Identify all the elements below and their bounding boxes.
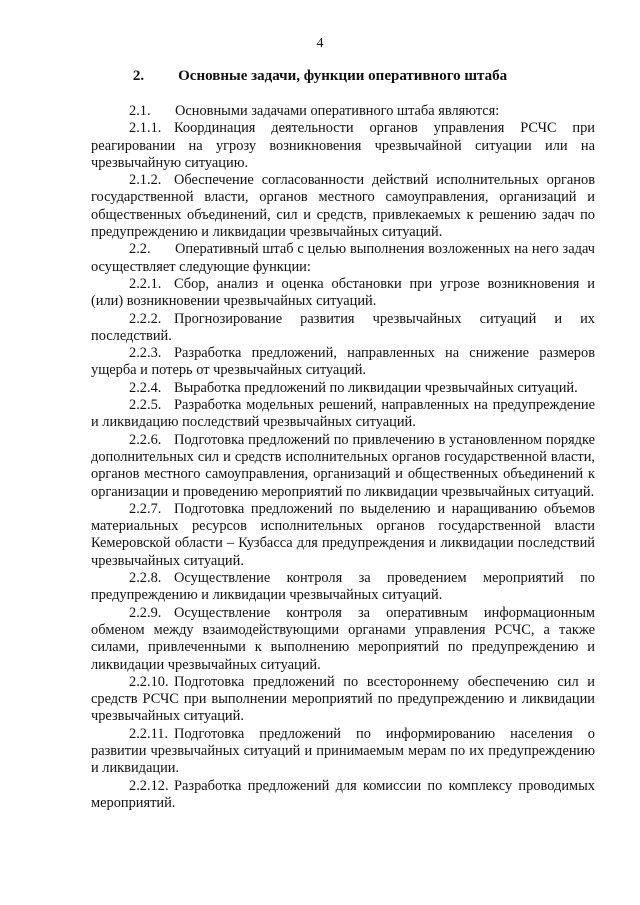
paragraph — [91, 241, 595, 276]
paragraph — [91, 605, 595, 674]
paragraph — [91, 674, 595, 726]
paragraph-number: 2.2.6. — [129, 431, 162, 448]
paragraph-number: 2.2.5. — [129, 397, 162, 414]
paragraph-text: Выработка предложений по ликвидации чрезвычайных ситуаций. — [174, 379, 578, 396]
section-number: 2. — [132, 68, 145, 84]
paragraph-text: Подготовка предложений по привлечению в установленном порядке дополнительных сил и средств исполнительных органов государственной власти, органов местного самоуправления, организаций и общественных объединений к организации и проведению мероприятий по ликвидации чрезвычайных ситуаций. — [91, 431, 595, 500]
paragraph-text: Осуществление контроля за оперативным информационным обменом между взаимодействующими органами управления РСЧС, а также силами, привлеченными к выполнению мероприятий по предупреждению и ликвидации чрезвычайных ситуаций. — [91, 604, 595, 673]
section-title: Основные задачи, функции оперативного штаба — [178, 68, 508, 84]
page-number: 4 — [316, 36, 324, 51]
paragraph — [91, 397, 595, 432]
paragraph — [91, 311, 595, 346]
paragraph-number: 2.2.1. — [129, 275, 162, 292]
paragraph — [91, 432, 595, 501]
paragraph — [91, 103, 595, 120]
paragraph-number: 2.2.2. — [129, 310, 162, 327]
paragraph-text: Осуществление контроля за проведением мероприятий по предупреждению и ликвидации чрезвычайных ситуаций. — [91, 570, 595, 604]
paragraph-text: Подготовка предложений по всестороннему обеспечению сил и средств РСЧС при выполнении мероприятий по предупреждению и ликвидации чрезвычайных ситуаций. — [91, 673, 595, 725]
paragraph-number: 2.2.12. — [129, 777, 169, 794]
paragraph-text: Основными задачами оперативного штаба являются: — [175, 103, 500, 119]
paragraph — [91, 778, 595, 813]
section-heading — [0, 67, 640, 85]
section-body — [91, 103, 595, 812]
paragraph-number: 2.2.3. — [129, 345, 162, 362]
paragraph-number: 2.1. — [129, 103, 151, 119]
paragraph-text: Оперативный штаб с целью выполнения возложенных на него задач осуществляет следующие функции: — [91, 241, 595, 275]
paragraph-number: 2.2.8. — [129, 570, 162, 587]
paragraph-number: 2.2.7. — [129, 500, 162, 517]
paragraph — [91, 726, 595, 778]
paragraph — [91, 172, 595, 241]
paragraph-number: 2.1.1. — [129, 120, 162, 137]
paragraph-number: 2.2. — [129, 241, 151, 258]
paragraph-text: Обеспечение согласованности действий исполнительных органов государственной власти, органов местного самоуправления, организаций и общественных объединений, сил и средств, привлекаемых к решению задач по предупреждению и ликвидации чрезвычайных ситуаций. — [91, 172, 595, 241]
paragraph — [91, 570, 595, 605]
paragraph — [91, 380, 595, 397]
paragraph — [91, 276, 595, 311]
paragraph-text: Разработка предложений для комиссии по комплексу проводимых мероприятий. — [91, 777, 595, 811]
paragraph-number: 2.1.2. — [129, 172, 162, 189]
paragraph — [91, 345, 595, 380]
paragraph-text: Подготовка предложений по выделению и наращиванию объемов материальных ресурсов исполнительных органов государственной власти Кемеровской области – Кузбасса для предупреждения и ликвидации последствий чрезвычайных ситуаций. — [91, 500, 595, 569]
paragraph-number: 2.2.10. — [129, 673, 169, 690]
paragraph-number: 2.2.9. — [129, 604, 162, 621]
paragraph-text: Прогнозирование развития чрезвычайных ситуаций и их последствий. — [91, 310, 595, 344]
paragraph-text: Сбор, анализ и оценка обстановки при угрозе возникновения и (или) возникновении чрезвычайных ситуаций. — [91, 275, 595, 310]
paragraph — [91, 120, 595, 172]
paragraph-number: 2.2.11. — [129, 725, 169, 742]
paragraph-text: Разработка предложений, направленных на снижение размеров ущерба и потерь от чрезвычайных ситуаций. — [91, 345, 595, 379]
paragraph-text: Разработка модельных решений, направленных на предупреждение и ликвидацию последствий чрезвычайных ситуаций. — [91, 397, 595, 431]
paragraph-text: Подготовка предложений по информированию населения о развитии чрезвычайных ситуаций и принимаемым мерам по их предупреждению и ликвидации. — [91, 725, 595, 777]
paragraph — [91, 501, 595, 570]
paragraph-text: Координация деятельности органов управления РСЧС при реагировании на угрозу возникновения чрезвычайной ситуации или на чрезвычайную ситуацию. — [91, 120, 595, 171]
paragraph-number: 2.2.4. — [129, 379, 162, 396]
